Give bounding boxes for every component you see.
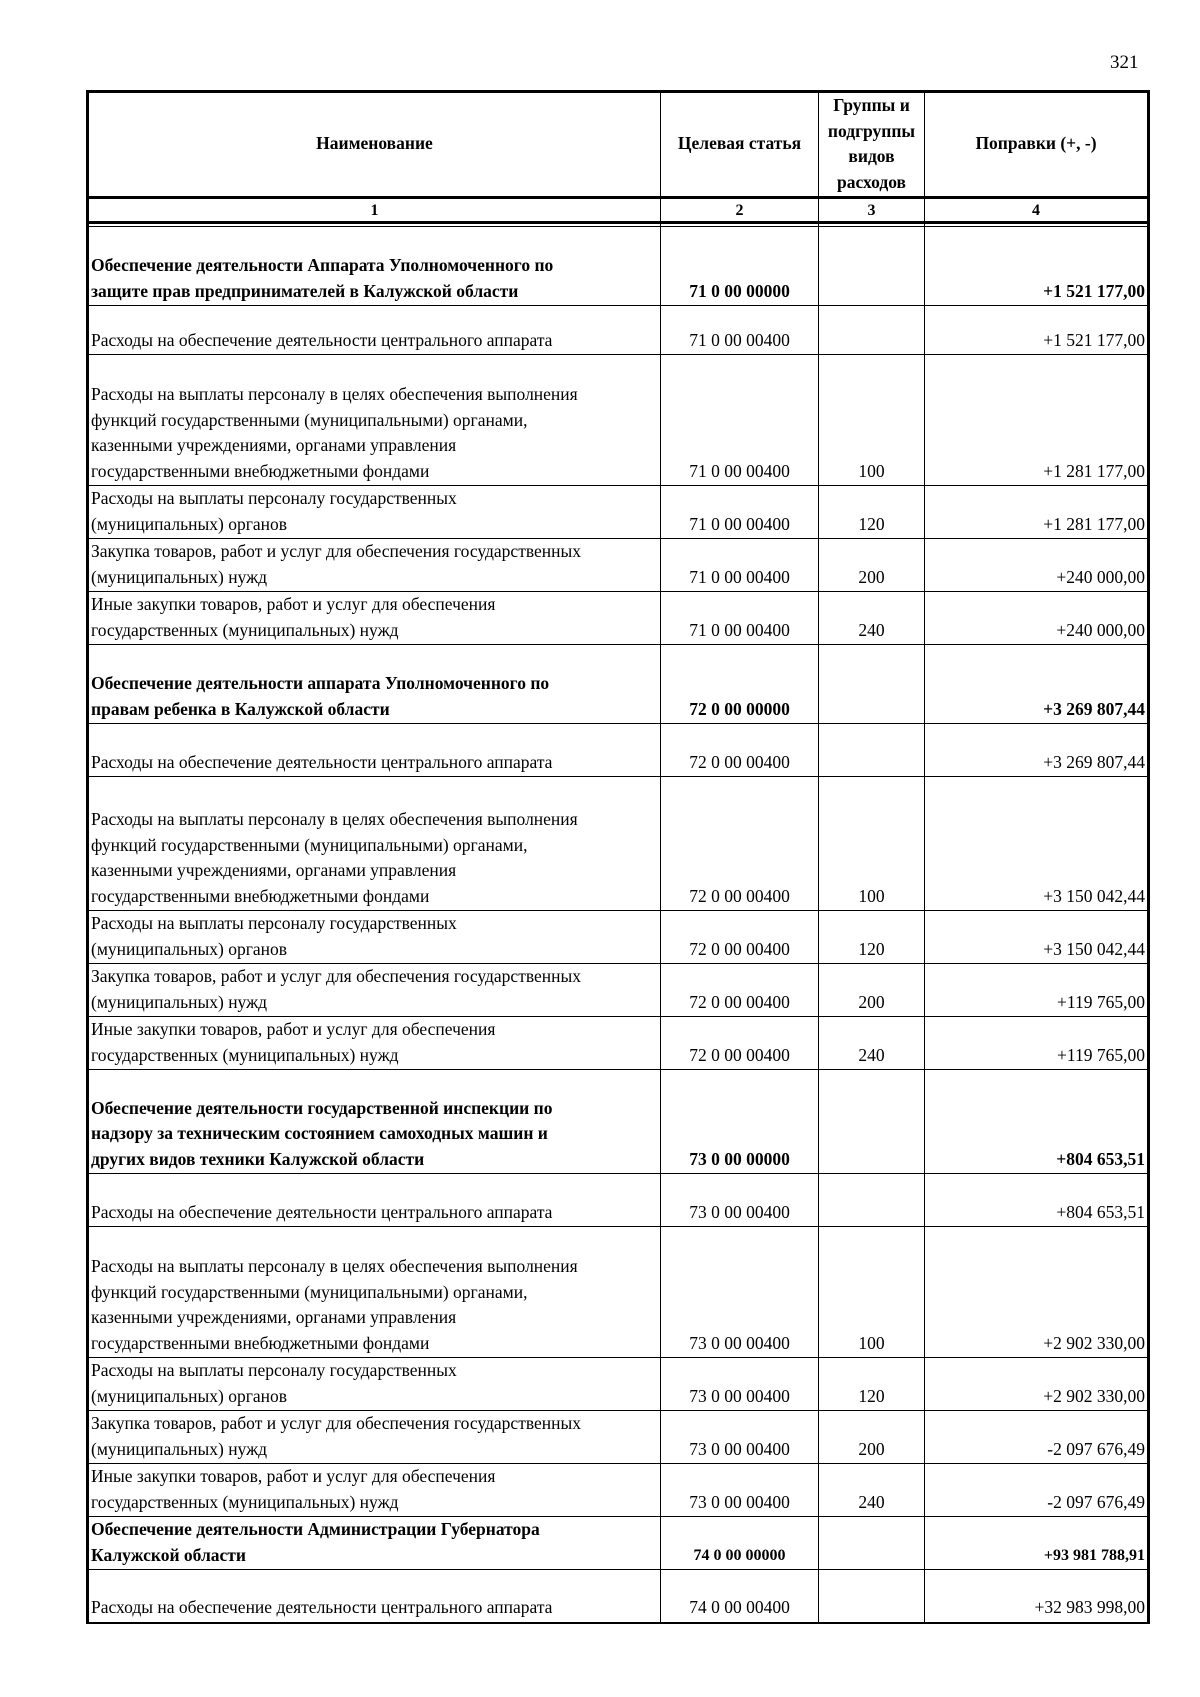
row-target-article-cell: 72 0 00 00400 (661, 1017, 819, 1070)
row-name-cell: Расходы на обеспечение деятельности центрального аппарата (88, 1570, 661, 1623)
table-row (88, 1070, 1149, 1174)
table-row (88, 355, 1149, 486)
row-target-article-cell: 71 0 00 00000 (661, 227, 819, 306)
row-expense-group-cell: 200 (819, 1411, 925, 1464)
row-expense-group-cell: 120 (819, 486, 925, 539)
row-target-article-cell: 73 0 00 00400 (661, 1227, 819, 1358)
row-amendment-cell: +240 000,00 (925, 592, 1149, 645)
row-target-article-cell: 71 0 00 00400 (661, 539, 819, 592)
row-name-cell: Расходы на обеспечение деятельности центрального аппарата (88, 1174, 661, 1227)
table-row (88, 592, 1149, 645)
row-target-article-cell: 71 0 00 00400 (661, 592, 819, 645)
row-target-article-cell: 71 0 00 00400 (661, 306, 819, 355)
row-amendment-cell: +1 281 177,00 (925, 355, 1149, 486)
table-row (88, 777, 1149, 911)
row-name-cell: Расходы на выплаты персоналу в целях обеспечения выполнения функций государственными (муниципальными) органами, казенными учреждениями, органами управления государственными внебюджетными фондами (88, 1227, 661, 1358)
row-target-article-cell: 73 0 00 00000 (661, 1070, 819, 1174)
table-row (88, 1570, 1149, 1623)
row-amendment-cell: +3 150 042,44 (925, 911, 1149, 964)
table-row (88, 911, 1149, 964)
row-amendment-cell: +2 902 330,00 (925, 1227, 1149, 1358)
header-name: Наименование (88, 92, 661, 198)
row-amendment-cell: +32 983 998,00 (925, 1570, 1149, 1623)
row-name-cell: Обеспечение деятельности государственной инспекции по надзору за техническим состоянием самоходных машин и других видов техники Калужской области (88, 1070, 661, 1174)
table-row (88, 1174, 1149, 1227)
table-row (88, 964, 1149, 1017)
row-amendment-cell: +2 902 330,00 (925, 1358, 1149, 1411)
row-name-cell: Расходы на выплаты персоналу государственных (муниципальных) органов (88, 911, 661, 964)
row-name-cell: Расходы на выплаты персоналу государственных (муниципальных) органов (88, 1358, 661, 1411)
row-amendment-cell: +1 521 177,00 (925, 306, 1149, 355)
row-amendment-cell: +1 281 177,00 (925, 486, 1149, 539)
row-amendment-cell: +3 269 807,44 (925, 724, 1149, 777)
row-amendment-cell: +240 000,00 (925, 539, 1149, 592)
row-name-cell: Обеспечение деятельности Администрации Губернатора Калужской области (88, 1517, 661, 1570)
row-expense-group-cell: 240 (819, 1017, 925, 1070)
row-target-article-cell: 74 0 00 00400 (661, 1570, 819, 1623)
row-amendment-cell: +119 765,00 (925, 964, 1149, 1017)
row-expense-group-cell: 100 (819, 355, 925, 486)
row-target-article-cell: 73 0 00 00400 (661, 1358, 819, 1411)
row-name-cell: Закупка товаров, работ и услуг для обеспечения государственных (муниципальных) нужд (88, 539, 661, 592)
table-row (88, 1227, 1149, 1358)
column-number: 1 (88, 198, 661, 223)
table-row (88, 539, 1149, 592)
row-expense-group-cell (819, 645, 925, 724)
row-target-article-cell: 73 0 00 00400 (661, 1174, 819, 1227)
header-expense-groups: Группы и подгруппы видов расходов (819, 92, 925, 198)
row-amendment-cell: +3 150 042,44 (925, 777, 1149, 911)
row-expense-group-cell: 240 (819, 1464, 925, 1517)
row-target-article-cell: 73 0 00 00400 (661, 1411, 819, 1464)
header-amendments: Поправки (+, -) (925, 92, 1149, 198)
row-name-cell: Обеспечение деятельности аппарата Уполномоченного по правам ребенка в Калужской области (88, 645, 661, 724)
row-expense-group-cell: 100 (819, 777, 925, 911)
row-target-article-cell: 74 0 00 00000 (661, 1517, 819, 1570)
row-target-article-cell: 72 0 00 00400 (661, 724, 819, 777)
row-name-cell: Расходы на обеспечение деятельности центрального аппарата (88, 724, 661, 777)
row-target-article-cell: 73 0 00 00400 (661, 1464, 819, 1517)
row-amendment-cell: +1 521 177,00 (925, 227, 1149, 306)
row-amendment-cell: +804 653,51 (925, 1070, 1149, 1174)
row-amendment-cell: +93 981 788,91 (925, 1517, 1149, 1570)
row-expense-group-cell: 240 (819, 592, 925, 645)
header-target-article: Целевая статья (661, 92, 819, 198)
row-name-cell: Закупка товаров, работ и услуг для обеспечения государственных (муниципальных) нужд (88, 964, 661, 1017)
row-name-cell: Расходы на обеспечение деятельности центрального аппарата (88, 306, 661, 355)
table-row (88, 1017, 1149, 1070)
table-row (88, 1411, 1149, 1464)
budget-amendments-table (86, 90, 1150, 1624)
row-expense-group-cell: 120 (819, 1358, 925, 1411)
row-amendment-cell: +119 765,00 (925, 1017, 1149, 1070)
column-number: 3 (819, 198, 925, 223)
column-number: 4 (925, 198, 1149, 223)
table-header-row (88, 92, 1149, 198)
row-name-cell: Закупка товаров, работ и услуг для обеспечения государственных (муниципальных) нужд (88, 1411, 661, 1464)
table-row (88, 1517, 1149, 1570)
row-name-cell: Обеспечение деятельности Аппарата Уполномоченного по защите прав предпринимателей в Калужской области (88, 227, 661, 306)
column-number: 2 (661, 198, 819, 223)
row-expense-group-cell: 200 (819, 539, 925, 592)
table-body (88, 227, 1149, 1623)
row-name-cell: Расходы на выплаты персоналу в целях обеспечения выполнения функций государственными (муниципальными) органами, казенными учреждениями, органами управления государственными внебюджетными фондами (88, 777, 661, 911)
row-target-article-cell: 72 0 00 00400 (661, 964, 819, 1017)
row-target-article-cell: 71 0 00 00400 (661, 355, 819, 486)
row-expense-group-cell (819, 1174, 925, 1227)
table-row (88, 1358, 1149, 1411)
row-amendment-cell: -2 097 676,49 (925, 1411, 1149, 1464)
row-target-article-cell: 72 0 00 00000 (661, 645, 819, 724)
row-name-cell: Иные закупки товаров, работ и услуг для обеспечения государственных (муниципальных) нужд (88, 592, 661, 645)
row-name-cell: Расходы на выплаты персоналу государственных (муниципальных) органов (88, 486, 661, 539)
page-number: 321 (1110, 52, 1139, 73)
row-name-cell: Расходы на выплаты персоналу в целях обеспечения выполнения функций государственными (муниципальными) органами, казенными учреждениями, органами управления государственными внебюджетными фондами (88, 355, 661, 486)
row-expense-group-cell: 200 (819, 964, 925, 1017)
row-expense-group-cell (819, 724, 925, 777)
row-name-cell: Иные закупки товаров, работ и услуг для обеспечения государственных (муниципальных) нужд (88, 1017, 661, 1070)
row-expense-group-cell: 120 (819, 911, 925, 964)
row-amendment-cell: +804 653,51 (925, 1174, 1149, 1227)
row-expense-group-cell: 100 (819, 1227, 925, 1358)
row-expense-group-cell (819, 227, 925, 306)
row-expense-group-cell (819, 1517, 925, 1570)
table-row (88, 486, 1149, 539)
row-amendment-cell: +3 269 807,44 (925, 645, 1149, 724)
table-row (88, 227, 1149, 306)
row-expense-group-cell (819, 1070, 925, 1174)
table-row (88, 645, 1149, 724)
row-target-article-cell: 72 0 00 00400 (661, 911, 819, 964)
table-row (88, 724, 1149, 777)
column-number-row (88, 198, 1149, 223)
row-target-article-cell: 71 0 00 00400 (661, 486, 819, 539)
row-expense-group-cell (819, 1570, 925, 1623)
table-row (88, 306, 1149, 355)
row-name-cell: Иные закупки товаров, работ и услуг для обеспечения государственных (муниципальных) нужд (88, 1464, 661, 1517)
table-row (88, 1464, 1149, 1517)
row-expense-group-cell (819, 306, 925, 355)
row-amendment-cell: -2 097 676,49 (925, 1464, 1149, 1517)
row-target-article-cell: 72 0 00 00400 (661, 777, 819, 911)
